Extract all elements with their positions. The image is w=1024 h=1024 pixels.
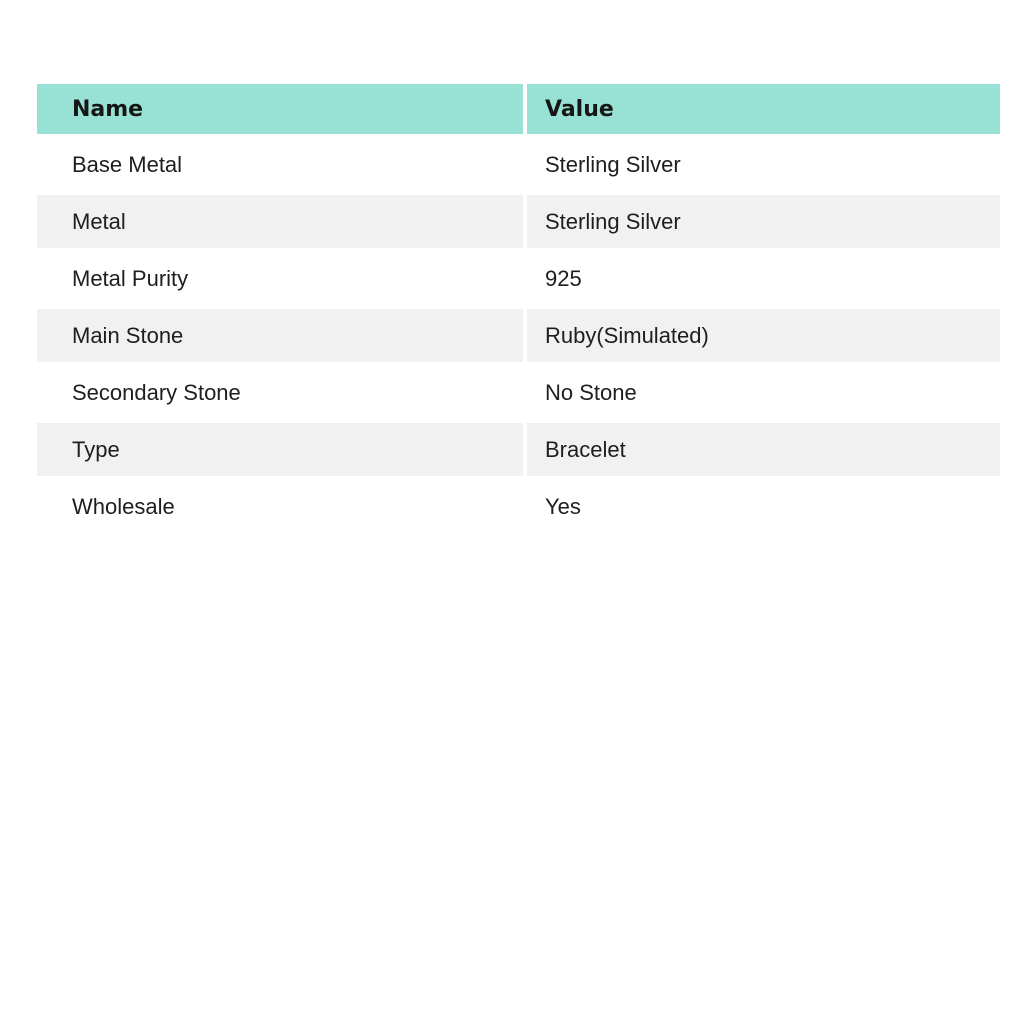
product-attributes-table	[33, 80, 1004, 537]
attribute-name-cell: Metal	[37, 195, 523, 248]
table-row	[37, 252, 1000, 305]
attribute-value-cell: No Stone	[527, 366, 1000, 419]
attribute-value-cell: Bracelet	[527, 423, 1000, 476]
table-row	[37, 480, 1000, 533]
attribute-name-cell: Secondary Stone	[37, 366, 523, 419]
attribute-value-cell: Sterling Silver	[527, 138, 1000, 191]
table-row	[37, 423, 1000, 476]
attribute-value-cell: 925	[527, 252, 1000, 305]
table-row	[37, 366, 1000, 419]
attribute-name-cell: Wholesale	[37, 480, 523, 533]
column-header-value: Value	[527, 84, 1000, 134]
table-row	[37, 309, 1000, 362]
attribute-name-cell: Type	[37, 423, 523, 476]
attribute-name-cell: Metal Purity	[37, 252, 523, 305]
table-head	[37, 84, 1000, 134]
table-header-row	[37, 84, 1000, 134]
table-body	[37, 138, 1000, 533]
table-row	[37, 138, 1000, 191]
table-row	[37, 195, 1000, 248]
attribute-value-cell: Sterling Silver	[527, 195, 1000, 248]
column-header-name: Name	[37, 84, 523, 134]
attribute-name-cell: Main Stone	[37, 309, 523, 362]
attribute-value-cell: Ruby(Simulated)	[527, 309, 1000, 362]
attribute-value-cell: Yes	[527, 480, 1000, 533]
attribute-name-cell: Base Metal	[37, 138, 523, 191]
